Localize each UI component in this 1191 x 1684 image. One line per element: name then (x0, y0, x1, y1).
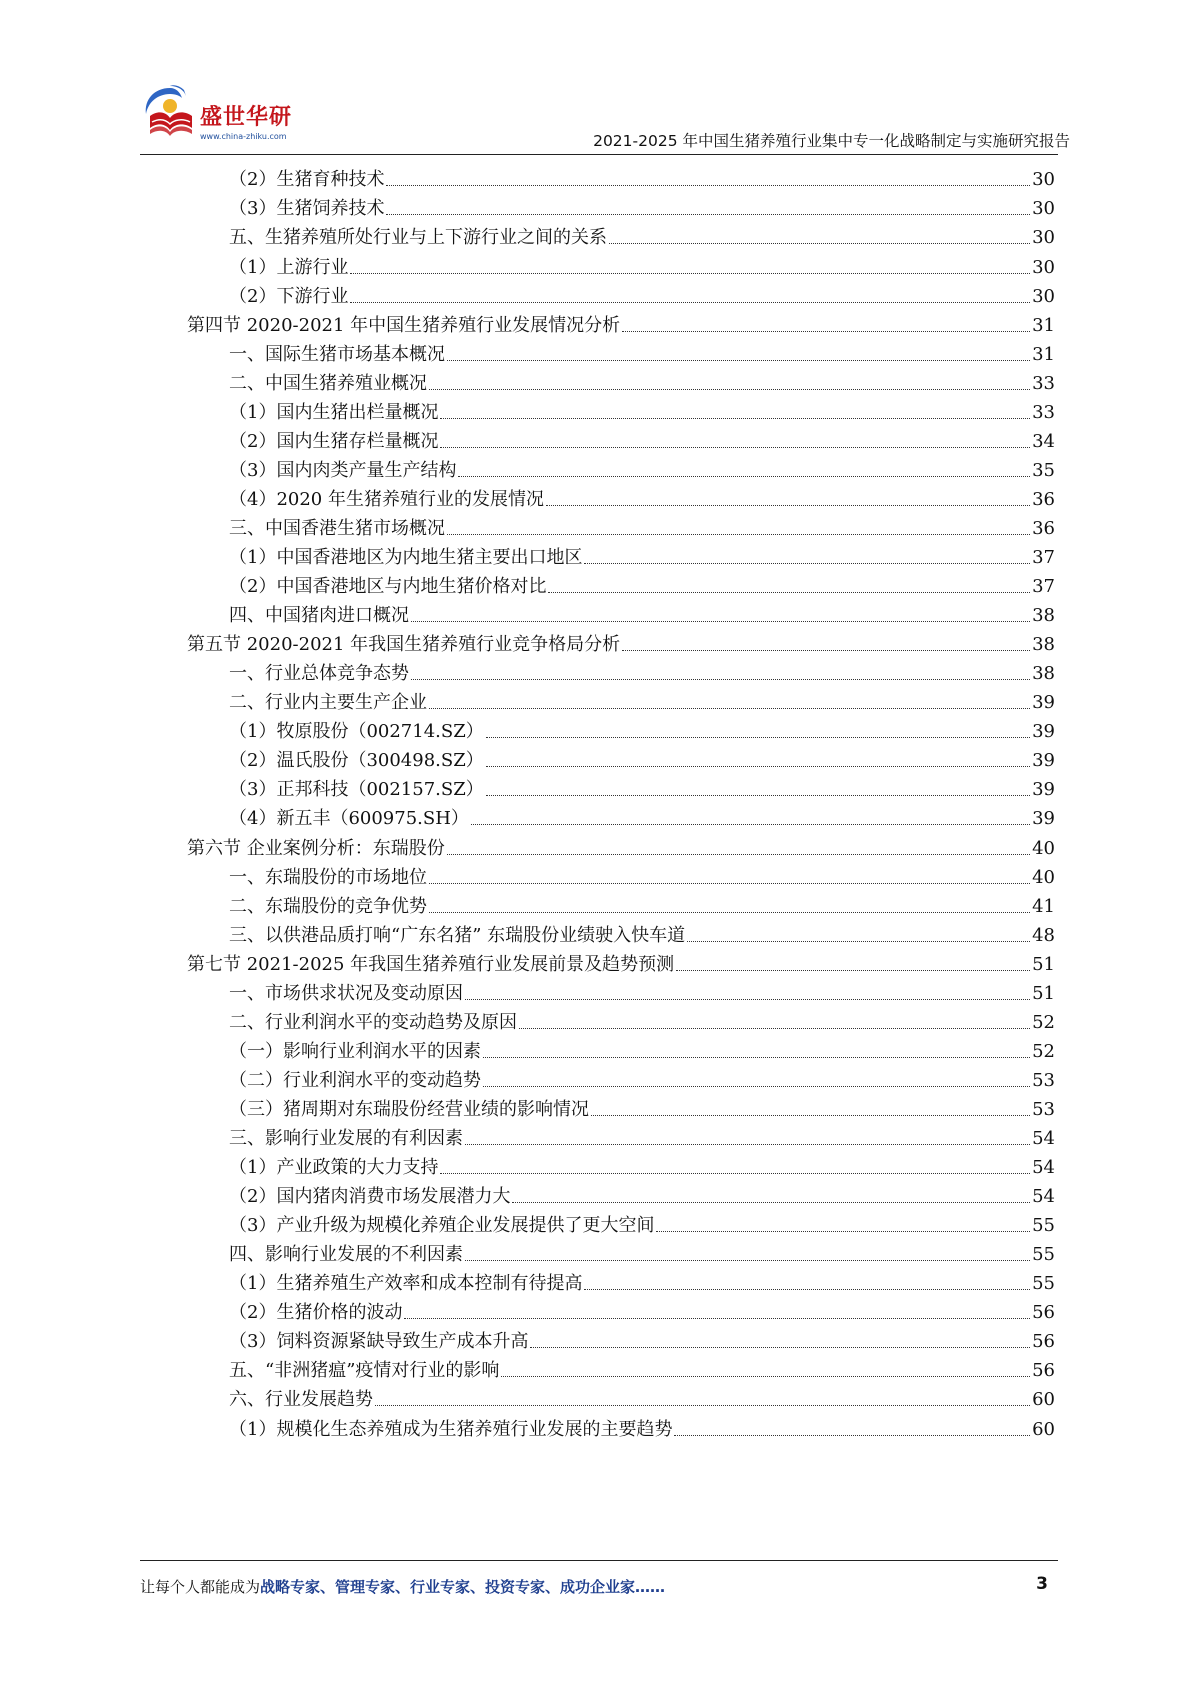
toc-entry[interactable] (229, 363, 1055, 394)
toc-entry-title: 一、市场供求状况及变动原因 (229, 982, 463, 1004)
toc-entry-title: （4）2020 年生猪养殖行业的发展情况 (229, 488, 544, 510)
toc-entry-page: 55 (1032, 1215, 1055, 1237)
toc-entry-page: 30 (1032, 227, 1055, 249)
toc-dot-leader (656, 1231, 1030, 1232)
logo-brand-name: 盛世华研 (200, 105, 293, 130)
toc-entry-page: 30 (1032, 198, 1055, 220)
toc-dot-leader (674, 1435, 1030, 1436)
toc-entry-page: 41 (1032, 895, 1055, 917)
toc-entry[interactable] (187, 944, 1055, 975)
toc-entry-title: 四、中国猪肉进口概况 (229, 605, 409, 627)
toc-entry[interactable] (229, 1293, 1055, 1324)
toc-entry-title: （2）生猪育种技术 (229, 169, 385, 191)
toc-entry[interactable] (229, 799, 1055, 830)
toc-entry[interactable] (229, 160, 1055, 191)
toc-entry[interactable] (229, 915, 1055, 946)
toc-entry[interactable] (229, 973, 1055, 1004)
toc-entry-title: 五、“非洲猪瘟”疫情对行业的影响 (229, 1360, 500, 1382)
toc-entry[interactable] (187, 305, 1055, 336)
toc-entry-page: 39 (1032, 721, 1055, 743)
toc-entry-page: 35 (1032, 459, 1055, 481)
toc-entry-page: 39 (1032, 692, 1055, 714)
footer-slogan-accent: 战略专家、管理专家、行业专家、投资专家、成功企业家…… (260, 1578, 666, 1596)
toc-entry-page: 40 (1032, 866, 1055, 888)
toc-dot-leader (411, 621, 1030, 622)
toc-entry-title: （2）中国香港地区与内地生猪价格对比 (229, 576, 547, 598)
toc-entry-title: 六、行业发展趋势 (229, 1389, 373, 1411)
toc-dot-leader (404, 1318, 1030, 1319)
toc-entry[interactable] (229, 247, 1055, 278)
toc-entry-page: 60 (1032, 1389, 1055, 1411)
toc-dot-leader (429, 912, 1030, 913)
toc-entry-page: 33 (1032, 372, 1055, 394)
toc-entry-page: 56 (1032, 1302, 1055, 1324)
toc-dot-leader (546, 505, 1030, 506)
header-divider (140, 154, 1058, 155)
toc-entry-page: 51 (1032, 982, 1055, 1004)
toc-dot-leader (687, 941, 1030, 942)
toc-dot-leader (375, 1405, 1030, 1406)
toc-dot-leader (609, 243, 1030, 244)
toc-entry[interactable] (229, 509, 1055, 540)
toc-entry-page: 56 (1032, 1360, 1055, 1382)
toc-entry-title: 二、行业利润水平的变动趋势及原因 (229, 1011, 517, 1033)
toc-entry-title: （2）国内生猪存栏量概况 (229, 430, 439, 452)
toc-entry-page: 37 (1032, 576, 1055, 598)
toc-entry[interactable] (229, 538, 1055, 569)
toc-entry-page: 36 (1032, 488, 1055, 510)
footer-divider (140, 1560, 1058, 1561)
toc-dot-leader (440, 418, 1030, 419)
toc-dot-leader (512, 1202, 1030, 1203)
toc-entry-page: 55 (1032, 1273, 1055, 1295)
toc-entry-title: 一、行业总体竞争态势 (229, 663, 409, 685)
toc-entry[interactable] (229, 1409, 1055, 1440)
toc-entry-page: 39 (1032, 808, 1055, 830)
toc-entry[interactable] (229, 1264, 1055, 1295)
toc-dot-leader (386, 214, 1030, 215)
toc-entry-title: （1）上游行业 (229, 256, 349, 278)
toc-entry[interactable] (229, 712, 1055, 743)
toc-entry-page: 54 (1032, 1128, 1055, 1150)
toc-dot-leader (530, 1347, 1030, 1348)
toc-entry[interactable] (187, 625, 1055, 656)
toc-entry[interactable] (229, 1206, 1055, 1237)
toc-entry-page: 30 (1032, 169, 1055, 191)
toc-dot-leader (486, 737, 1030, 738)
toc-entry[interactable] (229, 1032, 1055, 1063)
toc-dot-leader (350, 273, 1030, 274)
toc-dot-leader (519, 1028, 1030, 1029)
toc-entry-page: 37 (1032, 547, 1055, 569)
toc-dot-leader (548, 592, 1030, 593)
toc-entry-title: （1）国内生猪出栏量概况 (229, 401, 439, 423)
toc-dot-leader (501, 1376, 1030, 1377)
toc-entry-title: 三、影响行业发展的有利因素 (229, 1128, 463, 1150)
toc-entry[interactable] (229, 334, 1055, 365)
toc-entry-title: 二、中国生猪养殖业概况 (229, 372, 427, 394)
toc-dot-leader (465, 1144, 1030, 1145)
toc-entry-title: 四、影响行业发展的不利因素 (229, 1244, 463, 1266)
toc-entry-page: 52 (1032, 1040, 1055, 1062)
toc-entry-title: （1）规模化生态养殖成为生猪养殖行业发展的主要趋势 (229, 1418, 673, 1440)
toc-entry-title: （2）下游行业 (229, 285, 349, 307)
toc-entry-page: 33 (1032, 401, 1055, 423)
logo-website: www.china-zhiku.com (200, 132, 287, 141)
toc-entry[interactable] (229, 451, 1055, 482)
toc-entry-page: 53 (1032, 1069, 1055, 1091)
toc-entry-title: （2）生猪价格的波动 (229, 1302, 403, 1324)
toc-entry-page: 51 (1032, 953, 1055, 975)
toc-entry[interactable] (229, 480, 1055, 511)
toc-entry-page: 54 (1032, 1186, 1055, 1208)
toc-entry-title: 五、生猪养殖所处行业与上下游行业之间的关系 (229, 227, 607, 249)
toc-entry-title: 第六节 企业案例分析：东瑞股份 (187, 837, 445, 859)
toc-entry-page: 36 (1032, 517, 1055, 539)
toc-entry-page: 39 (1032, 779, 1055, 801)
footer-slogan (140, 1576, 665, 1597)
toc-dot-leader (429, 389, 1030, 390)
toc-entry-title: 三、以供港品质打响“广东名猪” 东瑞股份业绩驶入快车道 (229, 924, 686, 946)
toc-entry[interactable] (229, 189, 1055, 220)
toc-entry[interactable] (229, 276, 1055, 307)
toc-entry[interactable] (229, 886, 1055, 917)
toc-entry-title: （2）温氏股份（300498.SZ） (229, 750, 484, 772)
toc-entry-page: 31 (1032, 314, 1055, 336)
toc-entry[interactable] (229, 1351, 1055, 1382)
toc-dot-leader (584, 563, 1030, 564)
toc-entry-page: 60 (1032, 1418, 1055, 1440)
toc-entry-page: 38 (1032, 605, 1055, 627)
toc-entry-title: （4）新五丰（600975.SH） (229, 808, 469, 830)
toc-dot-leader (440, 1173, 1030, 1174)
toc-dot-leader (584, 1289, 1030, 1290)
toc-entry-page: 54 (1032, 1157, 1055, 1179)
toc-entry-page: 40 (1032, 837, 1055, 859)
toc-entry[interactable] (229, 1002, 1055, 1033)
toc-entry-page: 55 (1032, 1244, 1055, 1266)
toc-entry-title: 一、国际生猪市场基本概况 (229, 343, 445, 365)
toc-dot-leader (440, 447, 1030, 448)
toc-entry-page: 52 (1032, 1011, 1055, 1033)
report-title: 2021-2025 年中国生猪养殖行业集中专一化战略制定与实施研究报告 (593, 132, 1070, 150)
toc-entry-page: 30 (1032, 256, 1055, 278)
toc-dot-leader (465, 999, 1030, 1000)
toc-dot-leader (486, 766, 1030, 767)
toc-entry-title: （3）生猪饲养技术 (229, 198, 385, 220)
toc-entry[interactable] (229, 683, 1055, 714)
toc-dot-leader (411, 679, 1030, 680)
toc-entry[interactable] (187, 828, 1055, 859)
toc-entry-title: （二）行业利润水平的变动趋势 (229, 1069, 481, 1091)
toc-dot-leader (447, 854, 1030, 855)
toc-dot-leader (386, 185, 1030, 186)
toc-entry[interactable] (229, 1090, 1055, 1121)
toc-dot-leader (429, 708, 1030, 709)
toc-dot-leader (447, 360, 1030, 361)
company-logo (140, 82, 310, 152)
toc-entry[interactable] (229, 596, 1055, 627)
toc-entry-title: 三、中国香港生猪市场概况 (229, 517, 445, 539)
toc-entry[interactable] (229, 1061, 1055, 1092)
toc-dot-leader (483, 1086, 1030, 1087)
toc-entry[interactable] (229, 1322, 1055, 1353)
toc-dot-leader (622, 331, 1030, 332)
toc-dot-leader (483, 1057, 1030, 1058)
toc-entry-title: 一、东瑞股份的市场地位 (229, 866, 427, 888)
toc-dot-leader (676, 970, 1030, 971)
toc-dot-leader (471, 824, 1030, 825)
toc-entry-page: 38 (1032, 634, 1055, 656)
toc-entry-page: 39 (1032, 750, 1055, 772)
toc-dot-leader (350, 302, 1030, 303)
toc-entry[interactable] (229, 741, 1055, 772)
toc-entry-page: 38 (1032, 663, 1055, 685)
toc-entry[interactable] (229, 1235, 1055, 1266)
toc-entry[interactable] (229, 1148, 1055, 1179)
toc-dot-leader (591, 1115, 1030, 1116)
toc-dot-leader (465, 1260, 1030, 1261)
toc-entry[interactable] (229, 1119, 1055, 1150)
toc-entry-page: 31 (1032, 343, 1055, 365)
toc-entry[interactable] (229, 218, 1055, 249)
toc-dot-leader (458, 476, 1030, 477)
toc-entry-title: （三）猪周期对东瑞股份经营业绩的影响情况 (229, 1098, 589, 1120)
toc-entry-title: （1）生猪养殖生产效率和成本控制有待提高 (229, 1273, 583, 1295)
toc-entry-title: （3）产业升级为规模化养殖企业发展提供了更大空间 (229, 1215, 655, 1237)
toc-entry-page: 56 (1032, 1331, 1055, 1353)
toc-dot-leader (486, 795, 1030, 796)
toc-entry-page: 34 (1032, 430, 1055, 452)
toc-entry-title: 第四节 2020-2021 年中国生猪养殖行业发展情况分析 (187, 314, 621, 336)
toc-entry-title: （一）影响行业利润水平的因素 (229, 1040, 481, 1062)
toc-entry[interactable] (229, 567, 1055, 598)
footer-slogan-prefix: 让每个人都能成为 (140, 1578, 261, 1596)
toc-entry-title: （1）牧原股份（002714.SZ） (229, 721, 484, 743)
toc-entry-title: （3）饲料资源紧缺导致生产成本升高 (229, 1331, 529, 1353)
toc-entry[interactable] (229, 421, 1055, 452)
logo-emblem-icon (140, 82, 200, 144)
page-number: 3 (1036, 1574, 1048, 1594)
toc-entry[interactable] (229, 654, 1055, 685)
toc-entry[interactable] (229, 857, 1055, 888)
toc-entry-page: 30 (1032, 285, 1055, 307)
toc-entry-title: （2）国内猪肉消费市场发展潜力大 (229, 1186, 511, 1208)
toc-entry[interactable] (229, 1380, 1055, 1411)
toc-dot-leader (429, 883, 1030, 884)
toc-entry-title: 二、行业内主要生产企业 (229, 692, 427, 714)
toc-entry[interactable] (229, 770, 1055, 801)
toc-entry-title: （1）产业政策的大力支持 (229, 1157, 439, 1179)
page-header (0, 0, 1191, 160)
toc-entry-title: 第五节 2020-2021 年我国生猪养殖行业竞争格局分析 (187, 634, 621, 656)
toc-entry-title: 第七节 2021-2025 年我国生猪养殖行业发展前景及趋势预测 (187, 953, 675, 975)
toc-entry-page: 53 (1032, 1098, 1055, 1120)
toc-entry-title: （3）国内肉类产量生产结构 (229, 459, 457, 481)
toc-entry-title: 二、东瑞股份的竞争优势 (229, 895, 427, 917)
toc-entry-page: 48 (1032, 924, 1055, 946)
toc-entry[interactable] (229, 392, 1055, 423)
toc-entry[interactable] (229, 1177, 1055, 1208)
toc-entry-title: （1）中国香港地区为内地生猪主要出口地区 (229, 547, 583, 569)
toc-dot-leader (447, 534, 1030, 535)
toc-entry-title: （3）正邦科技（002157.SZ） (229, 779, 484, 801)
toc-dot-leader (622, 650, 1030, 651)
